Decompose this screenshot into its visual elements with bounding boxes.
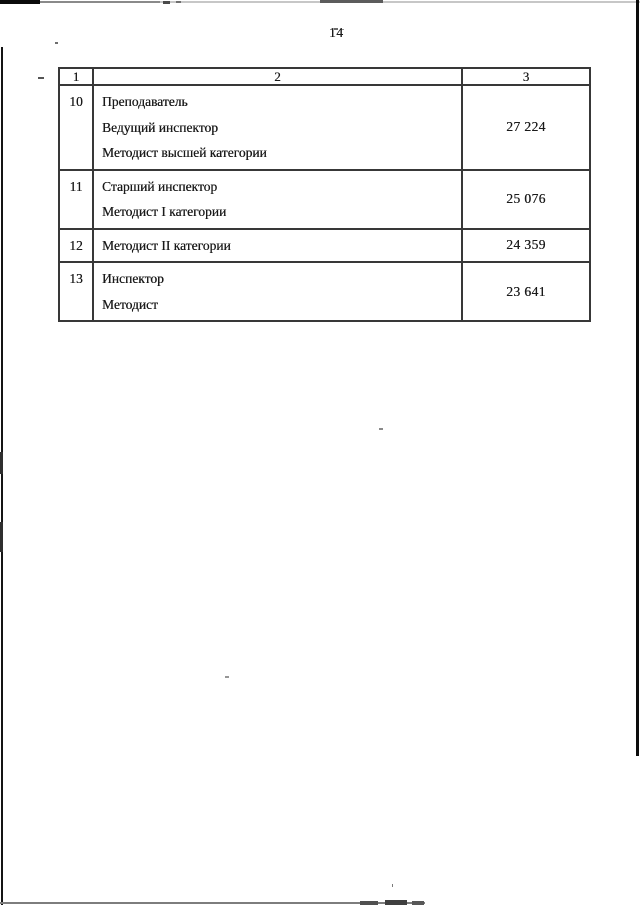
row-number: 12 [59, 229, 93, 263]
row-number: 13 [59, 262, 93, 321]
position-cell [93, 170, 462, 229]
position-cell [93, 262, 462, 321]
noise-speck [38, 77, 44, 79]
position-cell [93, 85, 462, 170]
table-row [59, 229, 590, 263]
position-title: Методист высшей категории [102, 145, 267, 160]
scan-artifact-top-edge-gray [40, 1, 160, 3]
scan-artifact-right-edge [636, 0, 639, 756]
table-row [59, 262, 590, 321]
position-title: Ведущий инспектор [102, 119, 218, 135]
scan-artifact-top-dash [163, 1, 170, 4]
position-title: Методист II категории [102, 237, 231, 253]
position-title: Методист I категории [102, 204, 227, 219]
position-title: Старший инспектор [102, 178, 218, 194]
scan-artifact-bottom-dash [360, 901, 378, 905]
position-cell [93, 229, 462, 263]
salary-value: 24 359 [462, 229, 590, 263]
scan-artifact-left-edge-thick [0, 452, 3, 474]
table-header-row [59, 68, 590, 85]
position-title: Инспектор [102, 271, 164, 286]
position-title: Методист [102, 296, 158, 312]
salary-value: 27 224 [462, 85, 590, 170]
column-header-2: 2 [93, 68, 462, 85]
noise-speck [55, 42, 58, 44]
scan-artifact-left-edge-thick [0, 522, 3, 552]
salary-value: 25 076 [462, 170, 590, 229]
column-header-1: 1 [59, 68, 93, 85]
column-header-3: 3 [462, 68, 590, 85]
noise-speck [225, 676, 229, 678]
scan-artifact-top-edge-dark [320, 0, 383, 3]
table-row [59, 85, 590, 170]
row-number: 10 [59, 85, 93, 170]
scan-artifact-bottom-dash [412, 901, 424, 905]
scan-artifact-bottom-dash [385, 900, 407, 905]
position-title: Преподаватель [102, 94, 188, 109]
page-number: 14 [329, 25, 344, 40]
row-number: 11 [59, 170, 93, 229]
table-row [59, 170, 590, 229]
scan-artifact-top-dash [176, 1, 181, 3]
noise-speck [392, 884, 393, 887]
scan-artifact-top-edge-black [0, 0, 40, 4]
salary-value: 23 641 [462, 262, 590, 321]
scan-artifact-left-edge [1, 47, 3, 905]
noise-speck [379, 428, 383, 430]
salary-table [58, 67, 591, 322]
